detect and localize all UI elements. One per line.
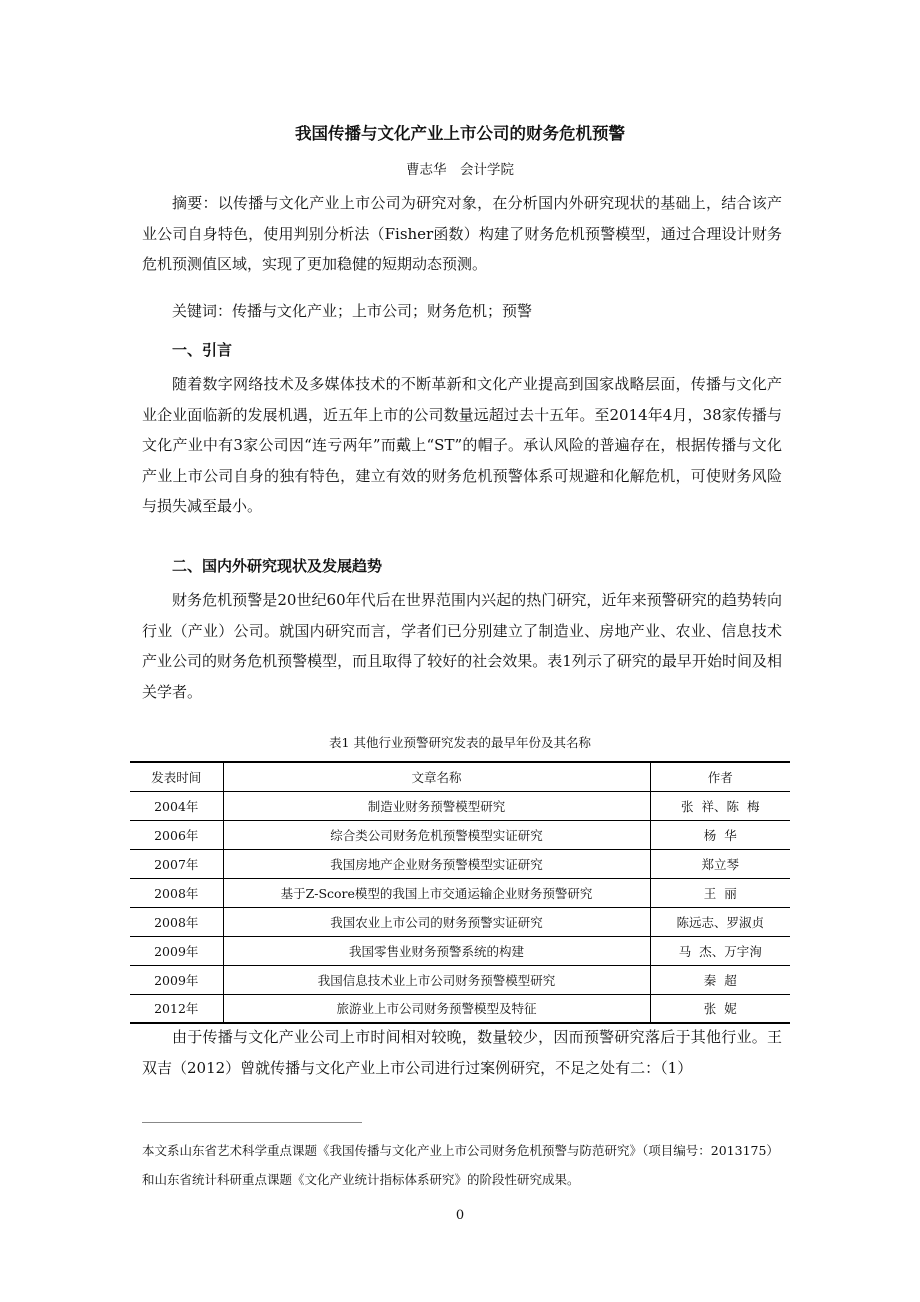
author-cell: 杨 华	[650, 820, 790, 849]
year-cell: 2012年	[130, 994, 223, 1023]
table-row	[130, 907, 790, 936]
header-cell: 文章名称	[223, 762, 650, 791]
paper-title: 我国传播与文化产业上市公司的财务危机预警	[295, 124, 625, 143]
author-cell: 王 丽	[650, 878, 790, 907]
author-cell: 秦 超	[650, 965, 790, 994]
article-cell: 基于Z-Score模型的我国上市交通运输企业财务预警研究	[223, 878, 650, 907]
table-caption: 表1 其他行业预警研究发表的最早年份及其名称	[329, 735, 591, 750]
article-cell: 综合类公司财务危机预警模型实证研究	[223, 820, 650, 849]
article-cell: 我国信息技术业上市公司财务预警模型研究	[223, 965, 650, 994]
table-row	[130, 936, 790, 965]
header-cell: 作者	[650, 762, 790, 791]
table-header-row	[130, 762, 790, 791]
research-table	[130, 761, 790, 1024]
table-row	[130, 878, 790, 907]
year-cell: 2007年	[130, 849, 223, 878]
abstract-paragraph: 摘要：以传播与文化产业上市公司为研究对象，在分析国内外研究现状的基础上，结合该产业公司自身特色，使用判别分析法（Fisher函数）构建了财务危机预警模型，通过合理设计财务危机预测值区域，实现了更加稳健的短期动态预测。	[142, 194, 782, 273]
table-row	[130, 965, 790, 994]
article-cell: 我国农业上市公司的财务预警实证研究	[223, 907, 650, 936]
year-cell: 2004年	[130, 791, 223, 820]
page-number: 0	[455, 1208, 465, 1223]
table-row	[130, 849, 790, 878]
article-cell: 旅游业上市公司财务预警模型及特征	[223, 994, 650, 1023]
research-status-paragraph: 财务危机预警是20世纪60年代后在世界范围内兴起的热门研究，近年来预警研究的趋势转向行业（产业）公司。就国内研究而言，学者们已分别建立了制造业、房地产业、农业、信息技术产业公司的财务危机预警模型，而且取得了较好的社会效果。表1列示了研究的最早开始时间及相关学者。	[142, 591, 782, 701]
year-cell: 2009年	[130, 965, 223, 994]
table-row	[130, 994, 790, 1023]
section-heading-research-status: 二、国内外研究现状及发展趋势	[172, 557, 383, 575]
year-cell: 2006年	[130, 820, 223, 849]
author-cell: 郑立琴	[650, 849, 790, 878]
year-cell: 2008年	[130, 907, 223, 936]
year-cell: 2009年	[130, 936, 223, 965]
year-cell: 2008年	[130, 878, 223, 907]
section-heading-introduction: 一、引言	[172, 341, 233, 359]
table-row	[130, 791, 790, 820]
footnote-divider	[142, 1122, 362, 1123]
author-cell: 张 祥、陈 梅	[650, 791, 790, 820]
author-cell: 马 杰、万宇洵	[650, 936, 790, 965]
article-cell: 我国零售业财务预警系统的构建	[223, 936, 650, 965]
article-cell: 我国房地产企业财务预警模型实证研究	[223, 849, 650, 878]
footnote: 本文系山东省艺术科学重点课题《我国传播与文化产业上市公司财务危机预警与防范研究》（项目编号：2013175）和山东省统计科研重点课题《文化产业统计指标体系研究》的阶段性研究成果。	[142, 1143, 779, 1187]
author-line: 曹志华 会计学院	[406, 162, 514, 178]
introduction-paragraph: 随着数字网络技术及多媒体技术的不断革新和文化产业提高到国家战略层面，传播与文化产业企业面临新的发展机遇，近五年上市的公司数量远超过去十五年。至2014年4月，38家传播与文化产业中有3家公司因“连亏两年”而戴上“ST”的帽子。承认风险的普遍存在，根据传播与文化产业上市公司自身的独有特色，建立有效的财务危机预警体系可规避和化解危机，可使财务风险与损失减至最小。	[142, 375, 782, 515]
article-cell: 制造业财务预警模型研究	[223, 791, 650, 820]
table-row	[130, 820, 790, 849]
keywords-paragraph: 关键词：传播与文化产业；上市公司；财务危机；预警	[172, 302, 533, 320]
author-cell: 陈远志、罗淑贞	[650, 907, 790, 936]
post-table-paragraph: 由于传播与文化产业公司上市时间相对较晚，数量较少，因而预警研究落后于其他行业。王双吉（2012）曾就传播与文化产业上市公司进行过案例研究，不足之处有二：（1）	[142, 1028, 782, 1077]
header-cell: 发表时间	[130, 762, 223, 791]
author-cell: 张 妮	[650, 994, 790, 1023]
